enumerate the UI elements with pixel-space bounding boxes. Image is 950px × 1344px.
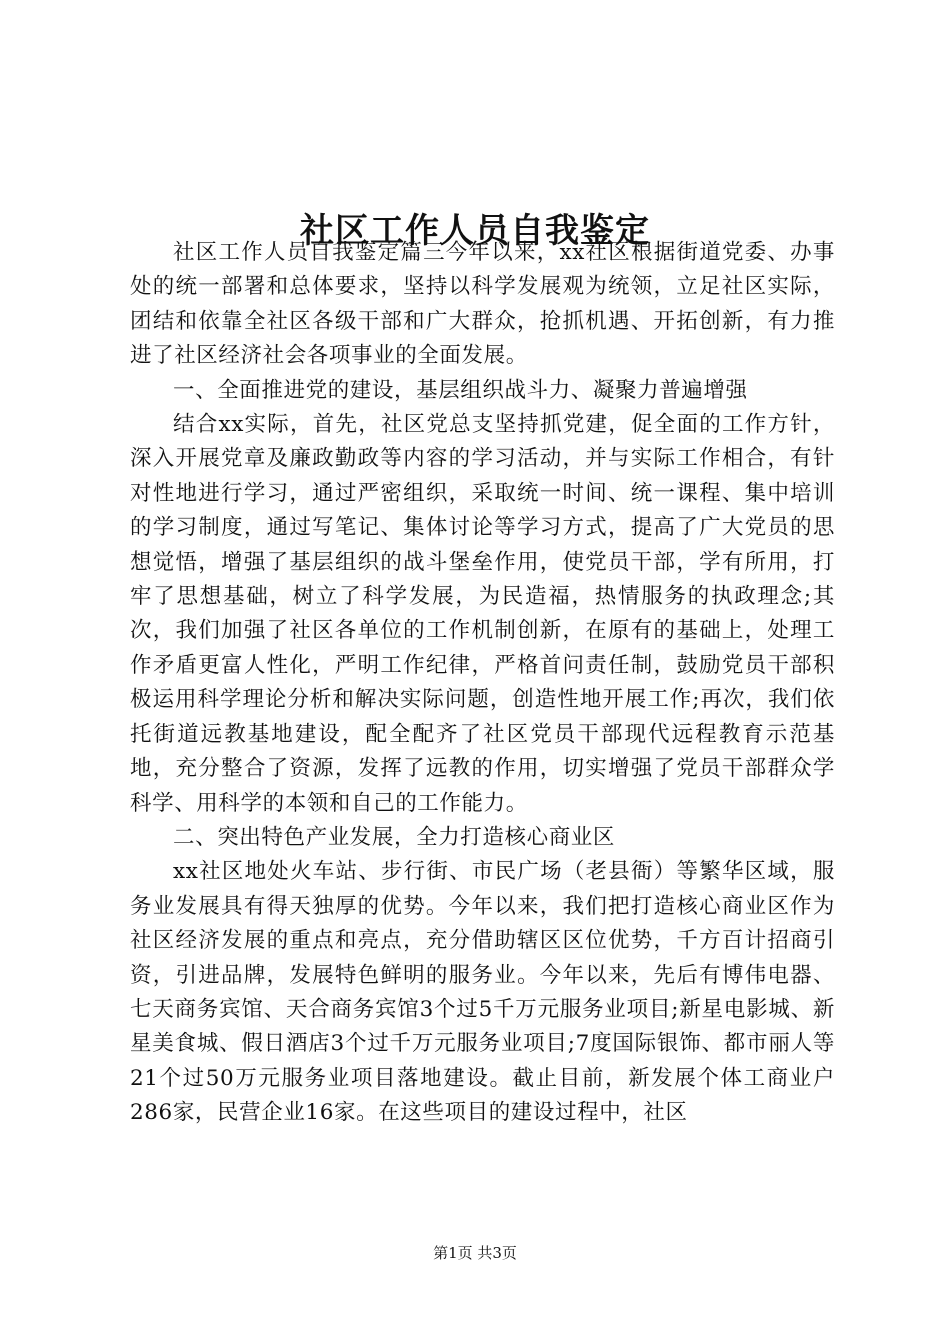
paragraph-commerce: xx社区地处火车站、步行街、市民广场（老县衙）等繁华区域，服务业发展具有得天独厚的优势。今年以来，我们把打造核心商业区作为社区经济发展的重点和亮点，充分借助辖区区位优势，千方百计招商引资，引进品牌，发展特色鲜明的服务业。今年以来，先后有博伟电器、七天商务宾馆、天合商务宾馆3个过5千万元服务业项目;新星电影城、新星美食城、假日酒店3个过千万元服务业项目;7度国际银饰、都市丽人等21个过50万元服务业项目落地建设。截止目前，新发展个体工商业户286家，民营企业16家。在这些项目的建设过程中，社区 xyxy=(130,859,835,1126)
page-footer: 第1页 共3页 xyxy=(433,1244,517,1262)
document-title: 社区工作人员自我鉴定 xyxy=(300,210,650,251)
paragraph-intro: 社区工作人员自我鉴定篇三今年以来，xx社区根据街道党委、办事处的统一部署和总体要求，坚持以科学发展观为统领，立足社区实际，团结和依靠全社区各级干部和广大群众，抢抓机遇、开拓创新，有力推进了社区经济社会各项事业的全面发展。 xyxy=(130,240,835,369)
paragraph-party-building: 结合xx实际，首先，社区党总支坚持抓党建，促全面的工作方针，深入开展党章及廉政勤政等内容的学习活动，并与实际工作相合，有针对性地进行学习，通过严密组织，采取统一时间、统一课程、集中培训的学习制度，通过写笔记、集体讨论等学习方式，提高了广大党员的思想觉悟，增强了基层组织的战斗堡垒作用，使党员干部，学有所用，打牢了思想基础，树立了科学发展，为民造福，热情服务的执政理念;其次，我们加强了社区各单位的工作机制创新，在原有的基础上，处理工作矛盾更富人性化，严明工作纪律，严格首问责任制，鼓励党员干部积极运用科学理论分析和解决实际问题，创造性地开展工作;再次，我们依托街道远教基地建设，配全配齐了社区党员干部现代远程教育示范基地，充分整合了资源，发挥了远教的作用，切实增强了党员干部群众学科学、用科学的本领和自己的工作能力。 xyxy=(130,412,835,816)
section-heading-2: 二、突出特色产业发展，全力打造核心商业区 xyxy=(173,824,616,850)
section-heading-1: 一、全面推进党的建设，基层组织战斗力、凝聚力普遍增强 xyxy=(173,377,748,403)
document-body xyxy=(130,236,835,1131)
